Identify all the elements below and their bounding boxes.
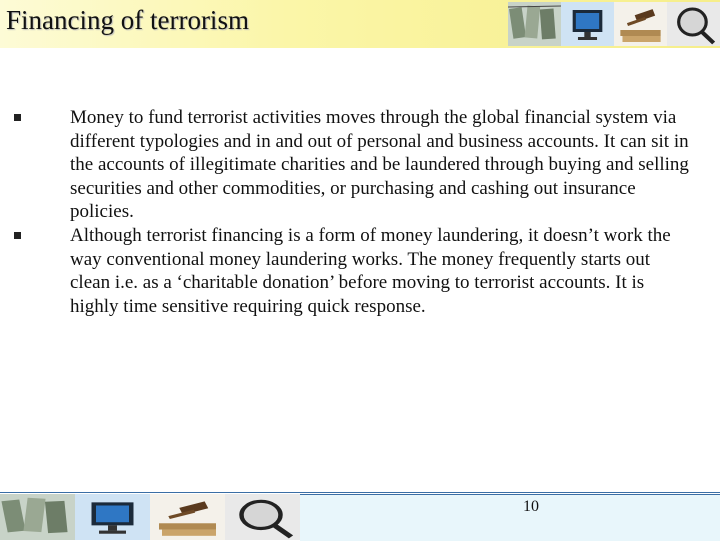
gavel-and-books-icon bbox=[614, 2, 667, 46]
computer-monitor-icon bbox=[75, 494, 150, 540]
bullet-text: Although terrorist financing is a form of money laundering, it doesn’t work the way conventional money laundering works. The money frequently starts out clean i.e. as a ‘charitable donation’ before moving to terrorist accounts. It is highly time sensitive requiring quick response. bbox=[70, 224, 671, 317]
footer-divider bbox=[0, 492, 720, 493]
header-image-strip bbox=[508, 2, 720, 46]
magnifying-glass-icon bbox=[225, 494, 300, 540]
money-icon bbox=[508, 2, 561, 46]
bullet-square-icon bbox=[14, 232, 21, 239]
money-icon bbox=[0, 494, 75, 540]
magnifying-glass-icon bbox=[667, 2, 720, 46]
bullet-list bbox=[14, 106, 694, 318]
bullet-square-icon bbox=[14, 114, 21, 121]
page-number: 10 bbox=[523, 498, 539, 515]
bullet-item bbox=[14, 224, 694, 318]
footer-bar bbox=[300, 494, 720, 541]
footer-image-strip bbox=[0, 494, 300, 540]
bullet-text: Money to fund terrorist activities moves through the global financial system via different typologies and in and out of personal and business accounts. It can sit in the accounts of illegitimate charities and be laundered through buying and selling securities and other commodities, or purchasing and cashing out insurance policies. bbox=[70, 107, 689, 223]
gavel-and-books-icon bbox=[150, 494, 225, 540]
computer-monitor-icon bbox=[561, 2, 614, 46]
bullet-item bbox=[14, 106, 694, 224]
slide-title: Financing of terrorism bbox=[6, 5, 249, 35]
